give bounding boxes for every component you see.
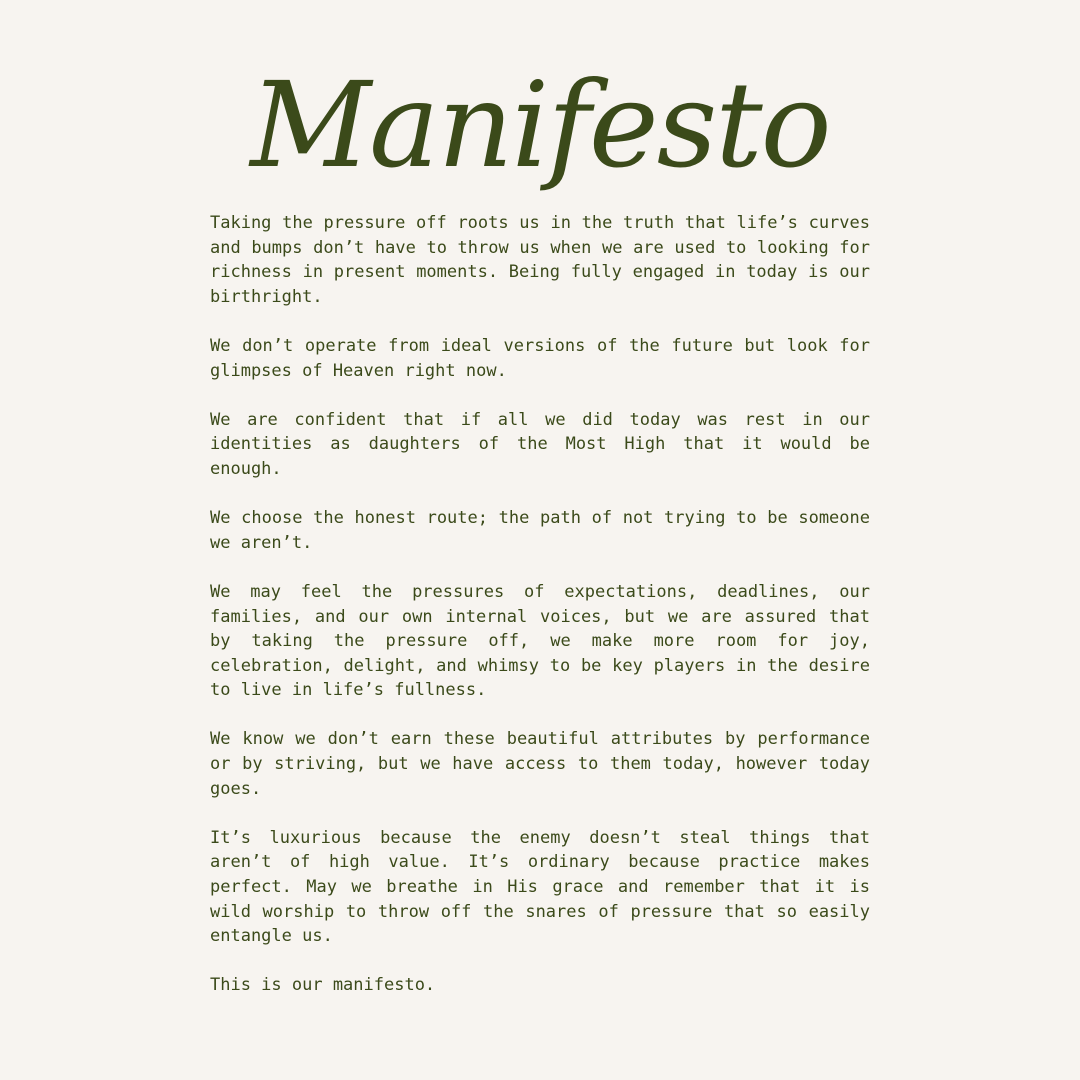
page-title: Manifesto [250, 56, 830, 194]
paragraph: It’s luxurious because the enemy doesn’t steal things that aren’t of high value. It’s ordinary because practice makes perfect. May we breathe in His grace and remember that it is wild worship to throw off the snares of pressure that so easily entangle us. [210, 827, 870, 947]
paragraph: We are confident that if all we did today was rest in our identities as daughters of the Most High that it would be enough. [210, 409, 870, 479]
paragraph: This is our manifesto. [210, 975, 436, 996]
paragraph: We choose the honest route; the path of not trying to be someone we aren’t. [210, 508, 870, 553]
paragraph: We don’t operate from ideal versions of the future but look for glimpses of Heaven right now. [210, 335, 870, 381]
paragraph: We may feel the pressures of expectations, deadlines, our families, and our own internal voices, but we are assured that by taking the pressure off, we make more room for joy, celebration, delight, and whimsy to be key players in the desire to live in life’s fullness. [210, 581, 870, 701]
paragraph: We know we don’t earn these beautiful attributes by performance or by striving, but we have access to them today, however today goes. [210, 729, 870, 799]
paragraph: Taking the pressure off roots us in the truth that life’s curves and bumps don’t have to throw us when we are used to looking for richness in present moments. Being fully engaged in today is our birthright. [210, 213, 870, 307]
manifesto-body [210, 211, 870, 998]
